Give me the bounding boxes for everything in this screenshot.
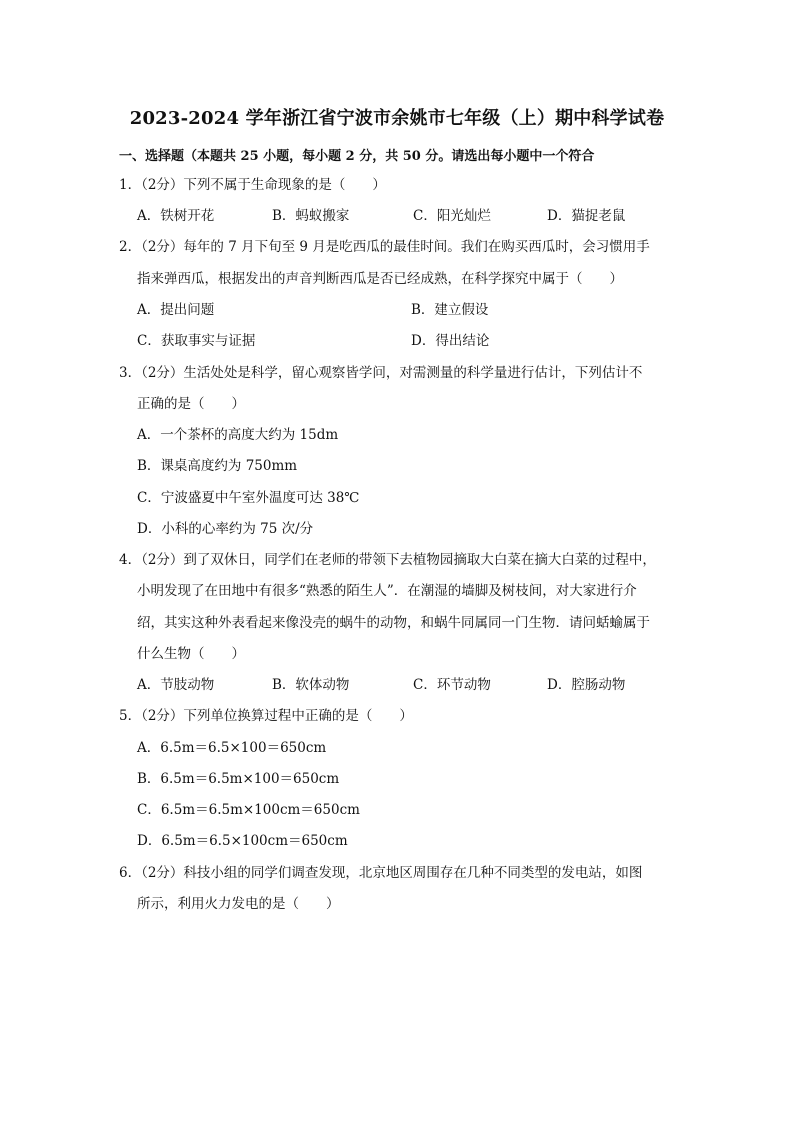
question-2-stem: 2．（2分）每年的 7 月下旬至 9 月是吃西瓜的最佳时间。我们在购买西瓜时，会习惯用手 bbox=[119, 239, 650, 255]
option-d: D．腔肠动物 bbox=[547, 677, 626, 693]
option-b: B．建立假设 bbox=[411, 302, 489, 318]
question-6-stem-cont: 所示，利用火力发电的是（ ） bbox=[137, 896, 340, 912]
question-2-stem-cont: 指来弹西瓜，根据发出的声音判断西瓜是否已经成熟，在科学探究中属于（ ） bbox=[137, 271, 623, 287]
question-3-stem: 3．（2分）生活处处是科学，留心观察皆学问，对需测量的科学量进行估计，下列估计不 bbox=[119, 365, 643, 381]
option-d: D．猫捉老鼠 bbox=[547, 208, 626, 224]
option-c: C．阳光灿烂 bbox=[413, 208, 491, 224]
option-c: C．获取事实与证据 bbox=[137, 333, 256, 349]
option-a: A．提出问题 bbox=[137, 302, 215, 318]
question-4-stem: 4．（2分）到了双休日，同学们在老师的带领下去植物园摘取大白菜在摘大白菜的过程中， bbox=[119, 552, 656, 568]
question-5-option-b: B．6.5m＝6.5m×100＝650cm bbox=[137, 771, 340, 787]
option-b: B．软体动物 bbox=[272, 677, 350, 693]
question-3-option-b: B．课桌高度约为 750mm bbox=[137, 458, 298, 474]
question-3-stem-cont: 正确的是（ ） bbox=[137, 396, 245, 412]
question-5-stem: 5．（2分）下列单位换算过程中正确的是（ ） bbox=[119, 708, 413, 724]
exam-title: 2023-2024 学年浙江省宁波市余姚市七年级（上）期中科学试卷 bbox=[129, 108, 665, 129]
option-d: D．得出结论 bbox=[411, 333, 490, 349]
question-4-stem-cont-1: 小明发现了在田地中有很多“熟悉的陌生人”．在潮湿的墙脚及树枝间，对大家进行介 bbox=[137, 583, 637, 599]
question-4-stem-cont-3: 什么生物（ ） bbox=[137, 646, 245, 662]
option-b: B．蚂蚁搬家 bbox=[272, 208, 350, 224]
question-6-stem: 6．（2分）科技小组的同学们调查发现，北京地区周围存在几种不同类型的发电站，如图 bbox=[119, 865, 643, 881]
question-5-option-d: D．6.5m＝6.5×100cm＝650cm bbox=[137, 833, 348, 849]
section-heading: 一、选择题（本题共 25 小题，每小题 2 分，共 50 分。请选出每小题中一个符合 bbox=[119, 149, 595, 164]
question-3-option-a: A．一个茶杯的高度大约为 15dm bbox=[137, 427, 339, 443]
option-a: A．节肢动物 bbox=[137, 677, 215, 693]
question-3-option-d: D．小科的心率约为 75 次/分 bbox=[137, 521, 314, 537]
question-3-option-c: C．宁波盛夏中午室外温度可达 38℃ bbox=[137, 490, 360, 506]
question-4-stem-cont-2: 绍，其实这种外表看起来像没壳的蜗牛的动物，和蜗牛同属同一门生物．请问蛞蝓属于 bbox=[137, 615, 650, 631]
option-c: C．环节动物 bbox=[413, 677, 491, 693]
question-5-option-c: C．6.5m＝6.5m×100cm＝650cm bbox=[137, 802, 360, 818]
question-1-stem: 1．（2分）下列不属于生命现象的是（ ） bbox=[119, 177, 386, 193]
question-5-option-a: A．6.5m＝6.5×100＝650cm bbox=[137, 740, 327, 756]
option-a: A．铁树开花 bbox=[137, 208, 215, 224]
